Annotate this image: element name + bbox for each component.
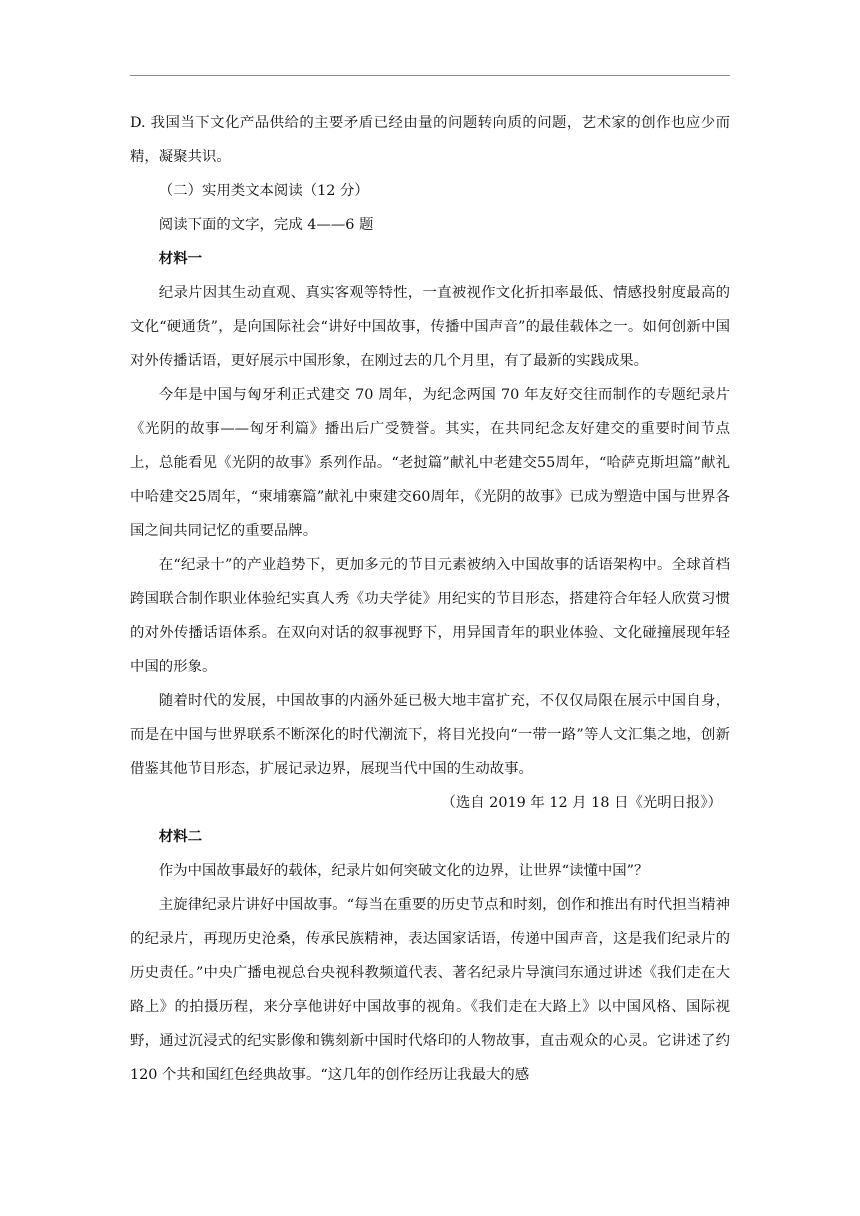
instruction: 阅读下面的文字，完成 4——6 题 — [158, 217, 374, 233]
header-rule — [130, 75, 730, 76]
document-body — [130, 106, 730, 1092]
section-heading: （二）实用类文本阅读（12 分） — [158, 183, 369, 199]
material-2-paragraph: 主旋律纪录片讲好中国故事。“每当在重要的历史节点和时刻，创作和推出有时代担当精神的纪录片，再现历史沧桑，传承民族精神，表达国家话语，传递中国声音，这是我们纪录片的历史责任。”中央广播电视总台央视科教频道代表、著名纪录片导演闫东通过讲述《我们走在大路上》的拍摄历程，来分享他讲好中国故事的视角。《我们走在大路上》以中国风格、国际视野，通过沉浸式的纪实影像和镌刻新中国时代烙印的人物故事，直击观众的心灵。它讲述了约 120 个共和国红色经典故事。“这几年的创作经历让我最大的感 — [130, 897, 730, 1083]
material-1-paragraph: 今年是中国与匈牙利正式建交 70 周年，为纪念两国 70 年友好交往而制作的专题纪录片《光阴的故事——匈牙利篇》播出后广受赞誉。其实，在共同纪念友好建交的重要时间节点上，总能看见《光阴的故事》系列作品。“老挝篇”献礼中老建交55周年，“哈萨克斯坦篇”献礼中哈建交25周年，“柬埔寨篇”献礼中柬建交60周年，《光阴的故事》已成为塑造中国与世界各国之间共同记忆的重要品牌。 — [130, 387, 730, 539]
material-2-paragraph: 作为中国故事最好的载体，纪录片如何突破文化的边界，让世界“读懂中国”？ — [158, 863, 649, 879]
material-1-paragraph: 随着时代的发展，中国故事的内涵外延已极大地丰富扩充，不仅仅局限在展示中国自身，而是在中国与世界联系不断深化的时代潮流下，将目光投向“一带一路”等人文汇集之地，创新借鉴其他节目形态，扩展记录边界，展现当代中国的生动故事。 — [130, 693, 730, 777]
material-1-paragraph: 在“纪录十”的产业趋势下，更加多元的节目元素被纳入中国故事的话语架构中。全球首档跨国联合制作职业体验纪实真人秀《功夫学徒》用纪实的节目形态，搭建符合年轻人欣赏习惯的对外传播话语体系。在双向对话的叙事视野下，用异国青年的职业体验、文化碰撞展现年轻中国的形象。 — [130, 557, 730, 675]
material-1-title: 材料一 — [158, 250, 202, 267]
material-2-title: 材料二 — [158, 828, 202, 845]
material-1-paragraph: 纪录片因其生动直观、真实客观等特性，一直被视作文化折扣率最低、情感投射度最高的文化“硬通货”，是向国际社会“讲好中国故事，传播中国声音”的最佳载体之一。如何创新中国对外传播话语，更好展示中国形象，在刚过去的几个月里，有了最新的实践成果。 — [130, 285, 730, 369]
option-d: D. 我国当下文化产品供给的主要矛盾已经由量的问题转向质的问题，艺术家的创作也应少而精，凝聚共识。 — [130, 115, 730, 165]
material-1-source: （选自 2019 年 12 月 18 日《光明日报》） — [441, 795, 722, 811]
